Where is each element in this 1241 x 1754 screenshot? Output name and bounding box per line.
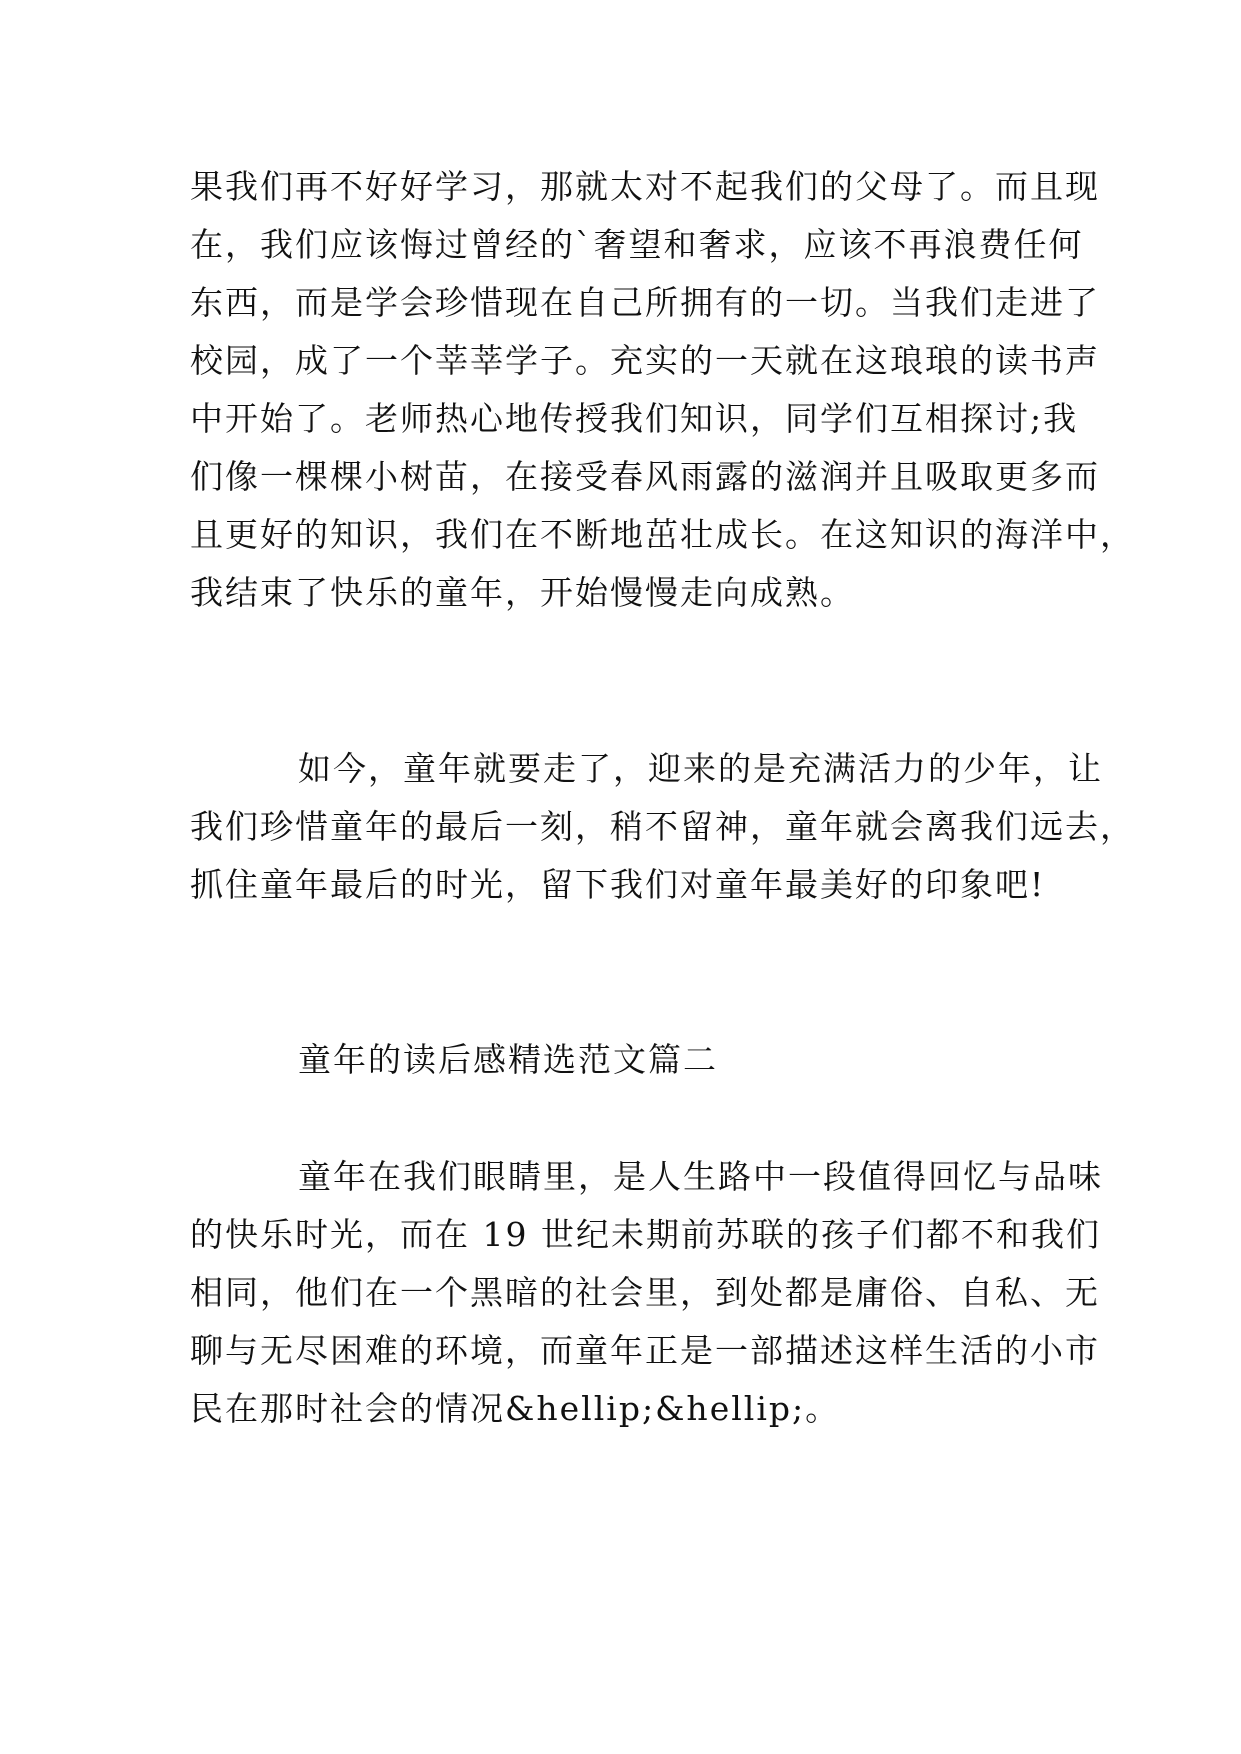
paragraph-1-line-5: 中开始了。老师热心地传授我们知识，同学们互相探讨;我 bbox=[190, 399, 1079, 438]
paragraph-1-line-7: 且更好的知识，我们在不断地茁壮成长。在这知识的海洋中， bbox=[190, 515, 1135, 554]
paragraph-3-line-1: 童年在我们眼睛里，是人生路中一段值得回忆与品味 bbox=[298, 1157, 1103, 1196]
paragraph-2-line-1: 如今，童年就要走了，迎来的是充满活力的少年，让 bbox=[298, 749, 1103, 788]
paragraph-1-line-2: 在，我们应该悔过曾经的`奢望和奢求，应该不再浪费任何 bbox=[190, 225, 1084, 264]
section-heading: 童年的读后感精选范文篇二 bbox=[298, 1040, 718, 1079]
paragraph-3-line-2: 的快乐时光，而在 19 世纪未期前苏联的孩子们都不和我们 bbox=[190, 1215, 1101, 1254]
paragraph-1-line-3: 东西，而是学会珍惜现在自己所拥有的一切。当我们走进了 bbox=[190, 283, 1100, 322]
paragraph-1-line-1: 果我们再不好好学习，那就太对不起我们的父母了。而且现 bbox=[190, 167, 1100, 206]
paragraph-3-line-5: 民在那时社会的情况&hellip;&hellip;。 bbox=[190, 1389, 841, 1428]
paragraph-3-line-4: 聊与无尽困难的环境，而童年正是一部描述这样生活的小市 bbox=[190, 1331, 1100, 1370]
paragraph-1-line-4: 校园，成了一个莘莘学子。充实的一天就在这琅琅的读书声 bbox=[190, 341, 1100, 380]
paragraph-2-line-3: 抓住童年最后的时光，留下我们对童年最美好的印象吧! bbox=[190, 865, 1046, 904]
paragraph-1-line-8: 我结束了快乐的童年，开始慢慢走向成熟。 bbox=[190, 573, 855, 612]
paragraph-2-line-2: 我们珍惜童年的最后一刻，稍不留神，童年就会离我们远去， bbox=[190, 807, 1135, 846]
paragraph-3-line-3: 相同，他们在一个黑暗的社会里，到处都是庸俗、自私、无 bbox=[190, 1273, 1100, 1312]
paragraph-1-line-6: 们像一棵棵小树苗，在接受春风雨露的滋润并且吸取更多而 bbox=[190, 457, 1100, 496]
